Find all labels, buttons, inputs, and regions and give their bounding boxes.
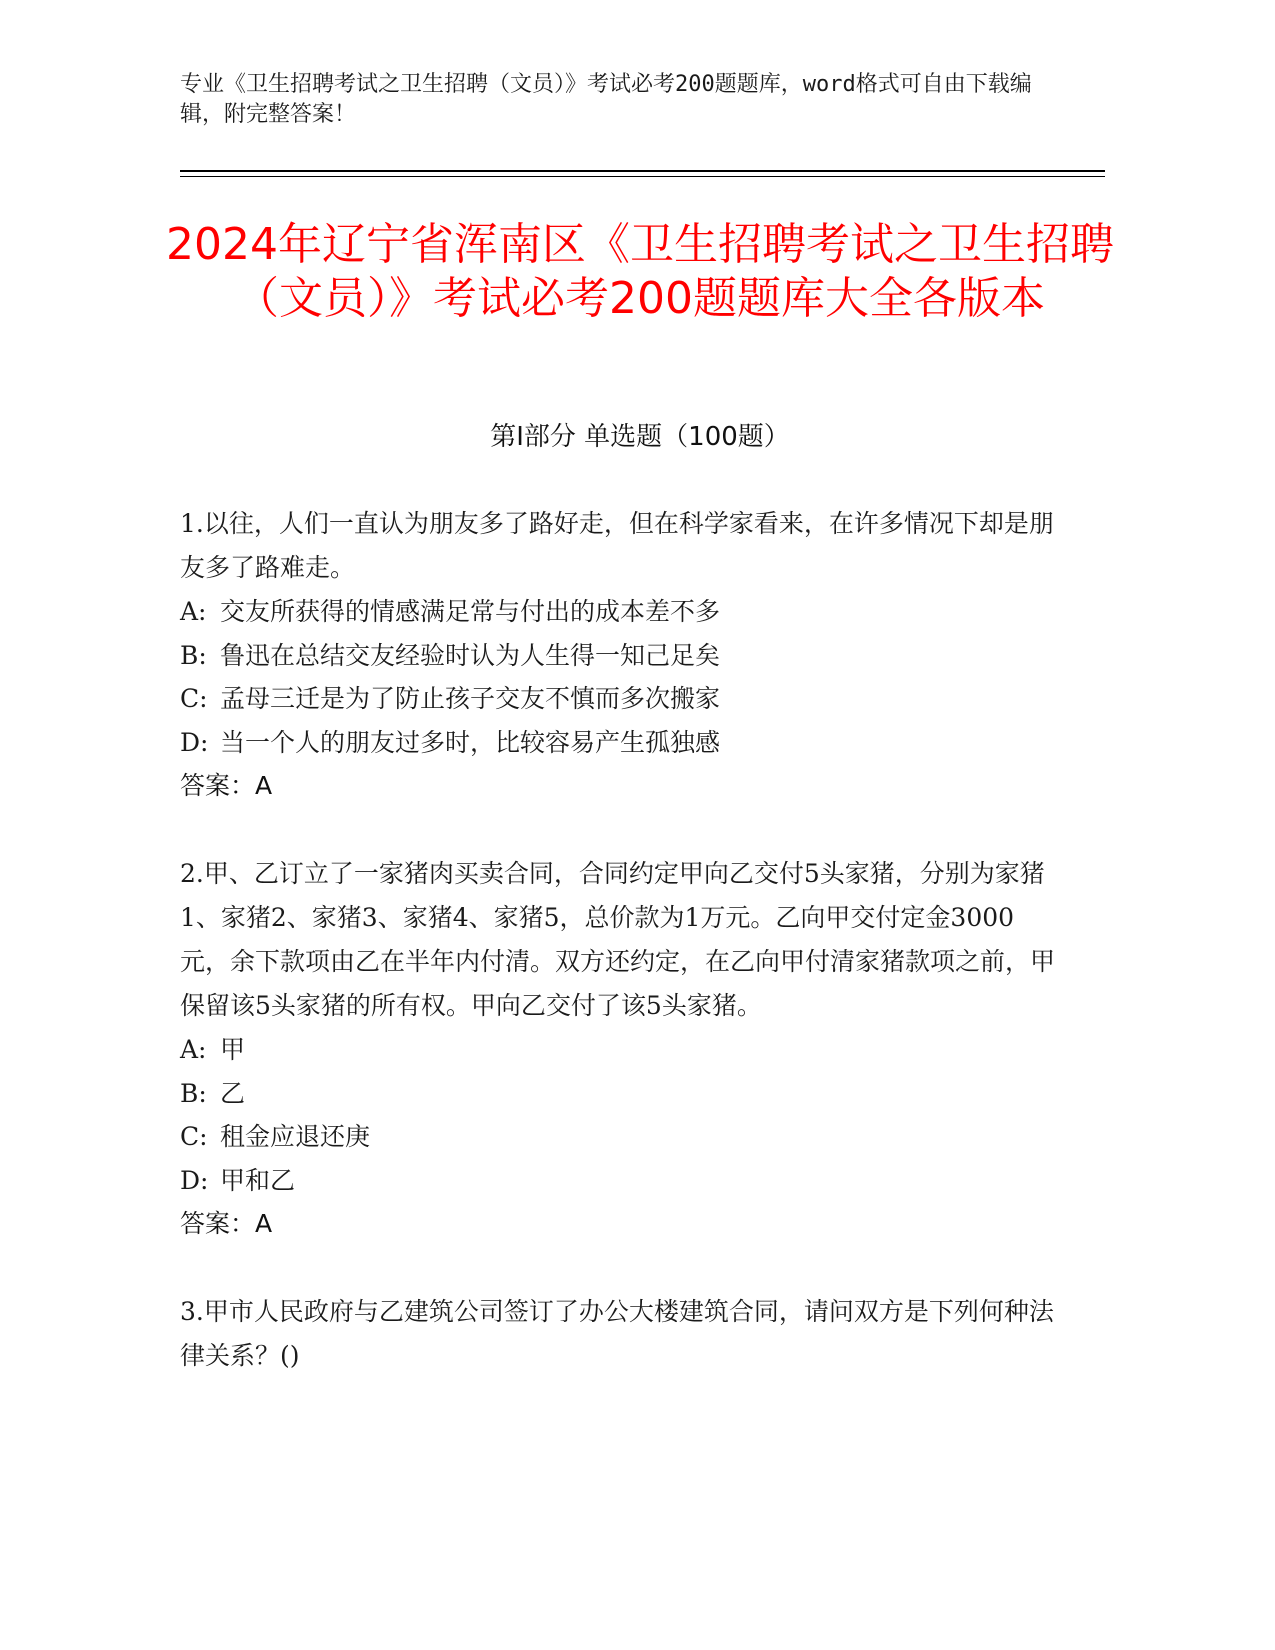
header-note: 专业《卫生招聘考试之卫生招聘（文员）》考试必考200题题库，word格式可自由下载编辑，附完整答案！ [180,72,1032,127]
option-text: 乙 [220,1078,246,1108]
option-text: 甲和乙 [220,1165,296,1195]
option-text: 孟母三迁是为了防止孩子交友不慎而多次搬家 [220,684,721,713]
question-stem: 3.甲市人民政府与乙建筑公司签订了办公大楼建筑合同，请问双方是下列何种法律关系？() [180,1297,1054,1370]
option-letter: A: [180,597,207,626]
option-b [180,634,1060,678]
option-letter: D: [180,1165,209,1195]
option-c [180,677,1060,721]
question-list [180,502,1060,1422]
option-text: 租金应退还庚 [220,1122,371,1151]
option-letter: D: [180,727,209,757]
section-title: 第Ⅰ部分 单选题（100题） [490,422,790,452]
header-divider [180,170,1105,172]
option-d [180,721,1060,765]
question-stem: 1.以往，人们一直认为朋友多了路好走，但在科学家看来，在许多情况下却是朋友多了路难走。 [180,509,1054,582]
document-title: 2024年辽宁省浑南区《卫生招聘考试之卫生招聘（文员）》考试必考200题题库大全各版本 [166,219,1114,324]
question-3 [180,1290,1060,1378]
answer-line: 答案：A [180,771,273,800]
option-text: 鲁迅在总结交友经验时认为人生得一知己足矣 [220,640,721,670]
question-1 [180,502,1060,808]
option-text: 当一个人的朋友过多时，比较容易产生孤独感 [220,727,721,757]
option-letter: C: [180,1122,208,1151]
option-letter: B: [180,1078,207,1108]
option-d [180,1159,1060,1203]
answer-line: 答案：A [180,1209,273,1238]
option-letter: A: [180,1035,207,1064]
option-c [180,1115,1060,1159]
question-2 [180,852,1060,1246]
option-letter: C: [180,684,208,713]
option-text: 甲 [220,1035,246,1064]
option-a [180,1028,1060,1072]
option-letter: B: [180,640,207,670]
option-a [180,590,1060,634]
option-text: 交友所获得的情感满足常与付出的成本差不多 [220,597,721,626]
header-divider-thin [180,176,1105,177]
option-b [180,1072,1060,1116]
question-stem: 2.甲、乙订立了一家猪肉买卖合同，合同约定甲向乙交付5头家猪，分别为家猪1、家猪2、家猪3、家猪4、家猪5，总价款为1万元。乙向甲交付定金3000元，余下款项由乙在半年内付清。双方还约定，在乙向甲付清家猪款项之前，甲保留该5头家猪的所有权。甲向乙交付了该5头家猪。 [180,859,1056,1020]
